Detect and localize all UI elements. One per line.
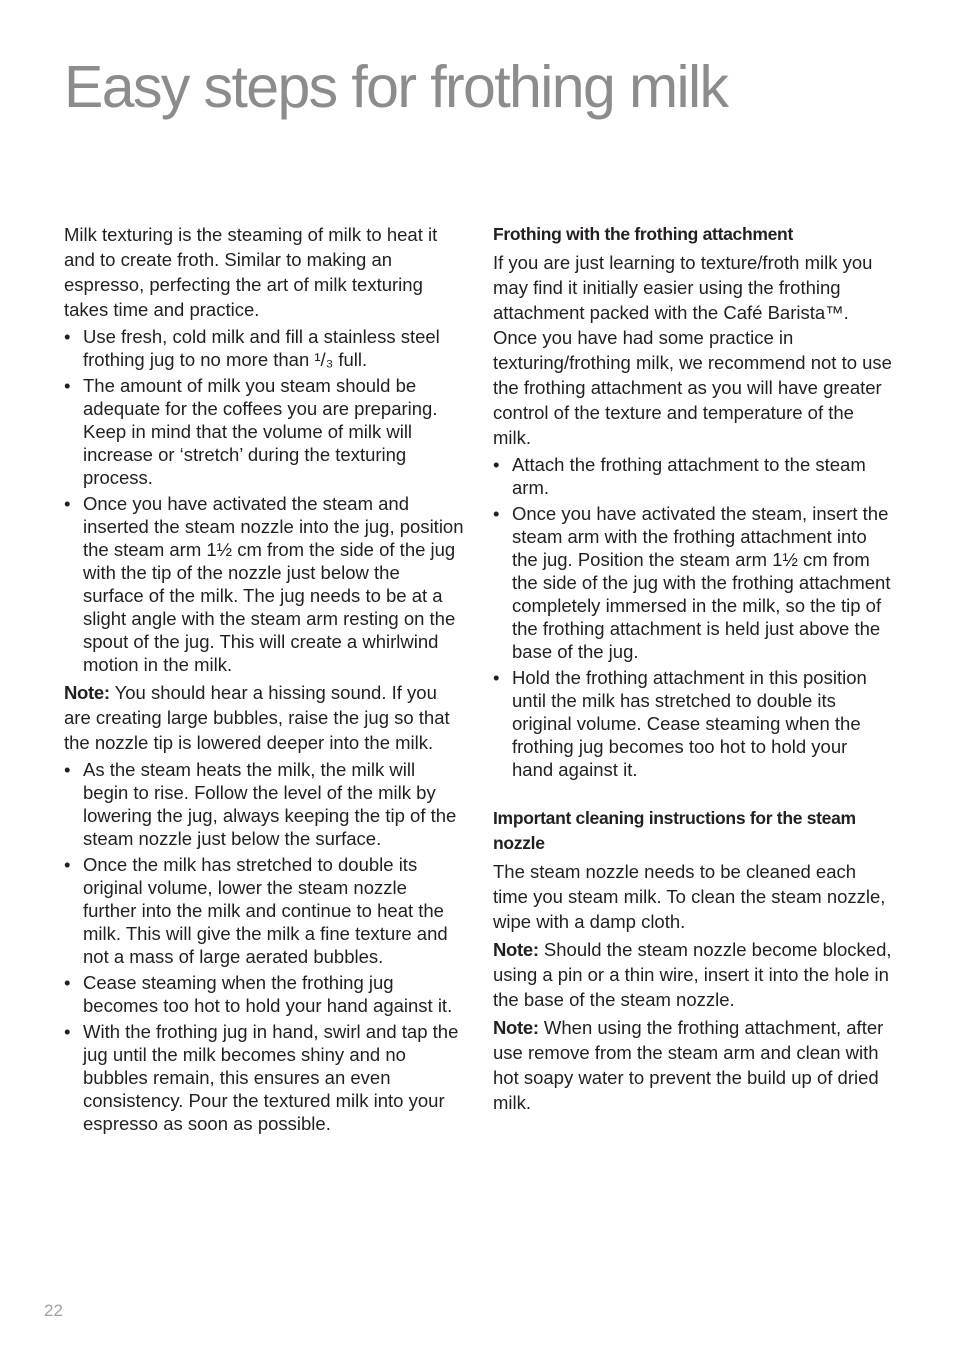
page-number: 22 [44, 1301, 63, 1320]
list-item: • Once the milk has stretched to double its original volume, lower the steam nozzle further into the milk and continue to heat the milk. This will give the milk a fine texture and not a mass of large aerated bubbles. [64, 853, 464, 968]
left-column [64, 222, 464, 1139]
frothing-attachment-steps [493, 453, 893, 781]
blocked-nozzle-note [493, 937, 893, 1012]
list-item: • Use fresh, cold milk and fill a stainless steel frothing jug to no more than ¹/₃ full. [64, 325, 464, 371]
list-item: • Once you have activated the steam and inserted the steam nozzle into the jug, position the steam arm 1½ cm from the side of the jug with the tip of the nozzle just below the surface of the milk. The jug needs to be at a slight angle with the steam arm resting on the spout of the jug. This will create a whirlwind motion in the milk. [64, 492, 464, 676]
note-label: Note: [64, 682, 110, 703]
list-item: • Once you have activated the steam, insert the steam arm with the frothing attachment into the jug. Position the steam arm 1½ cm from the side of the jug with the frothing attachment completely immersed in the milk, so the tip of the frothing attachment is held just above the base of the jug. [493, 502, 893, 663]
hissing-note [64, 680, 464, 755]
list-item: • Cease steaming when the frothing jug becomes too hot to hold your hand against it. [64, 971, 464, 1017]
list-item: • The amount of milk you steam should be adequate for the coffees you are preparing. Keep in mind that the volume of milk will increase or ‘stretch’ during the texturing process. [64, 374, 464, 489]
list-item: • Attach the frothing attachment to the steam arm. [493, 453, 893, 499]
note-label: Note: [493, 939, 539, 960]
steps-list-a [64, 325, 464, 676]
cleaning-paragraph: The steam nozzle needs to be cleaned each time you steam milk. To clean the steam nozzle, wipe with a damp cloth. [493, 861, 886, 932]
intro-paragraph: Milk texturing is the steaming of milk to heat it and to create froth. Similar to making an espresso, perfecting the art of milk texturing takes time and practice. [64, 224, 438, 320]
list-item: • As the steam heats the milk, the milk will begin to rise. Follow the level of the milk by lowering the jug, always keeping the tip of the steam nozzle just below the surface. [64, 758, 464, 850]
section-heading-frothing-attachment: Frothing with the frothing attachment [493, 224, 793, 244]
note-text: You should hear a hissing sound. If you are creating large bubbles, raise the jug so that the nozzle tip is lowered deeper into the milk. [64, 682, 450, 753]
note-text: Should the steam nozzle become blocked, using a pin or a thin wire, insert it into the hole in the base of the steam nozzle. [493, 939, 892, 1010]
attachment-cleaning-note [493, 1015, 893, 1115]
list-item: • With the frothing jug in hand, swirl and tap the jug until the milk becomes shiny and no bubbles remain, this ensures an even consistency. Pour the textured milk into your espresso as soon as possible. [64, 1020, 464, 1135]
section-heading-cleaning: Important cleaning instructions for the steam nozzle [493, 808, 856, 853]
list-item: • Hold the frothing attachment in this position until the milk has stretched to double its original volume. Cease steaming when the frothing jug becomes too hot to hold your hand against it. [493, 666, 893, 781]
frothing-attachment-paragraph: If you are just learning to texture/froth milk you may find it initially easier using the frothing attachment packed with the Café Barista™. Once you have had some practice in texturing/frothing milk, we recommend not to use the frothing attachment as you will have greater control of the texture and temperature of the milk. [493, 252, 892, 448]
note-label: Note: [493, 1017, 539, 1038]
page-title: Easy steps for frothing milk [64, 54, 728, 120]
right-column [493, 222, 893, 1118]
note-text: When using the frothing attachment, after use remove from the steam arm and clean with hot soapy water to prevent the build up of dried milk. [493, 1017, 884, 1113]
steps-list-b [64, 758, 464, 1135]
